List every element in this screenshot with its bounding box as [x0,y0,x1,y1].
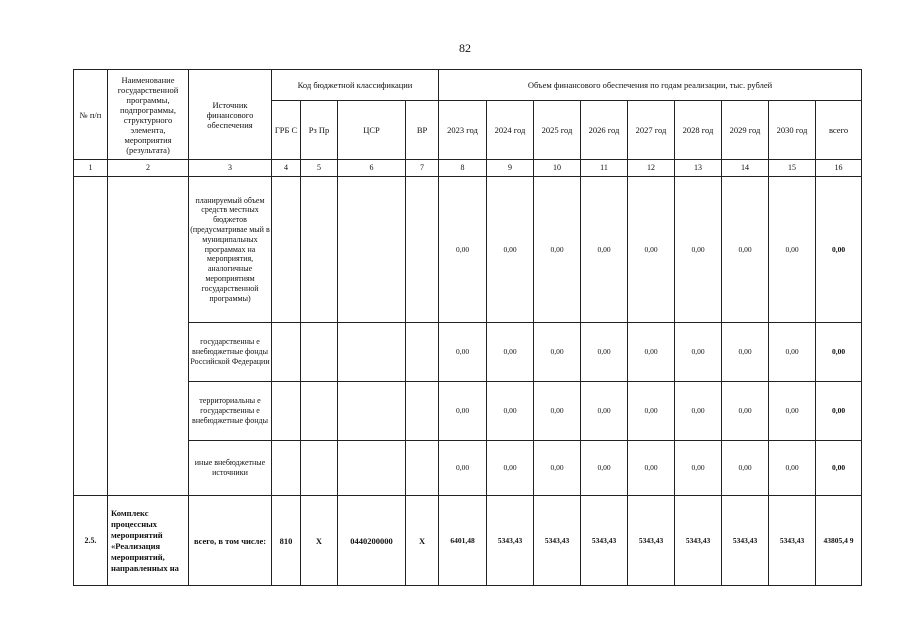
value-cell: 0,00 [722,177,769,323]
value-cell: 0,00 [581,323,628,382]
total-cell: 0,00 [816,323,862,382]
total-cell: 0,00 [816,177,862,323]
empty-cell [338,177,406,323]
value-cell: 0,00 [675,441,722,496]
header-year: 2027 год [628,101,675,160]
empty-cell [272,382,301,441]
column-number: 8 [439,160,487,177]
column-number: 16 [816,160,862,177]
header-year: 2030 год [769,101,816,160]
total-cell: 0,00 [816,382,862,441]
value-cell: 0,00 [534,323,581,382]
empty-cell [406,382,439,441]
empty-name-cell [108,177,189,496]
empty-cell [406,177,439,323]
value-cell: 0,00 [769,382,816,441]
value-cell: 0,00 [675,323,722,382]
value-cell: 0,00 [487,382,534,441]
column-number: 15 [769,160,816,177]
empty-cell [272,441,301,496]
value-cell: 5343,43 [628,496,675,586]
column-number: 13 [675,160,722,177]
value-cell: 0,00 [628,323,675,382]
table-row [74,323,862,382]
measure-name: Комплекс процессных мероприятий «Реализация мероприятий, направленных на [108,496,189,586]
complex-row [74,496,862,586]
empty-num-cell [74,177,108,496]
page-number: 82 [459,41,471,55]
value-cell: 0,00 [769,177,816,323]
column-number: 12 [628,160,675,177]
grbs-cell: 810 [272,496,301,586]
table-row [74,177,862,323]
header-year: 2028 год [675,101,722,160]
empty-cell [406,323,439,382]
column-number: 4 [272,160,301,177]
value-cell: 6401,48 [439,496,487,586]
value-cell: 0,00 [628,441,675,496]
value-cell: 0,00 [628,177,675,323]
vr-cell: Х [406,496,439,586]
source-cell: территориальны е государственны е внебюджетные фонды [189,382,272,441]
total-cell: 0,00 [816,441,862,496]
column-number: 14 [722,160,769,177]
value-cell: 0,00 [439,441,487,496]
value-cell: 0,00 [722,382,769,441]
column-number-row [74,160,862,177]
empty-cell [338,441,406,496]
header-csr: ЦСР [338,101,406,160]
empty-cell [301,323,338,382]
column-number: 1 [74,160,108,177]
empty-cell [301,382,338,441]
rzpr-cell: Х [301,496,338,586]
column-number: 11 [581,160,628,177]
value-cell: 0,00 [534,441,581,496]
header-col-num: № п/п [74,70,108,160]
header-volume: Объем финансового обеспечения по годам реализации, тыс. рублей [439,70,862,101]
source-cell: всего, в том числе: [189,496,272,586]
value-cell: 5343,43 [769,496,816,586]
header-year: 2025 год [534,101,581,160]
header-year: 2026 год [581,101,628,160]
value-cell: 0,00 [581,177,628,323]
empty-cell [338,382,406,441]
column-number: 3 [189,160,272,177]
header-year: 2029 год [722,101,769,160]
value-cell: 0,00 [439,177,487,323]
header-year: 2023 год [439,101,487,160]
header-year: 2024 год [487,101,534,160]
source-cell: планируемый объем средств местных бюджетов (предусматривае мый в муниципальных программах на мероприятия, аналогичные мероприятиям государственной программы) [189,177,272,323]
value-cell: 5343,43 [675,496,722,586]
value-cell: 0,00 [439,323,487,382]
value-cell: 5343,43 [722,496,769,586]
header-col-source: Источник финансового обеспечения [189,70,272,160]
row-number: 2.5. [74,496,108,586]
value-cell: 5343,43 [487,496,534,586]
column-number: 9 [487,160,534,177]
column-number: 10 [534,160,581,177]
table-row [74,441,862,496]
header-total: всего [816,101,862,160]
budget-table [73,69,862,586]
value-cell: 0,00 [439,382,487,441]
value-cell: 0,00 [675,177,722,323]
empty-cell [301,441,338,496]
empty-cell [272,323,301,382]
source-cell: государственны е внебюджетные фонды Российской Федерации [189,323,272,382]
header-col-name: Наименование государственной программы, подпрограммы, структурного элемента, мероприятия (результата) [108,70,189,160]
value-cell: 0,00 [722,441,769,496]
column-number: 6 [338,160,406,177]
total-cell: 43805,4 9 [816,496,862,586]
value-cell: 0,00 [675,382,722,441]
value-cell: 5343,43 [581,496,628,586]
value-cell: 0,00 [487,441,534,496]
empty-cell [272,177,301,323]
value-cell: 0,00 [534,382,581,441]
value-cell: 5343,43 [534,496,581,586]
value-cell: 0,00 [581,382,628,441]
value-cell: 0,00 [722,323,769,382]
value-cell: 0,00 [534,177,581,323]
value-cell: 0,00 [769,323,816,382]
header-vr: ВР [406,101,439,160]
value-cell: 0,00 [487,323,534,382]
header-budget-code: Код бюджетной классификации [272,70,439,101]
empty-cell [301,177,338,323]
empty-cell [338,323,406,382]
table-row [74,382,862,441]
value-cell: 0,00 [628,382,675,441]
value-cell: 0,00 [487,177,534,323]
value-cell: 0,00 [769,441,816,496]
header-grbs: ГРБ С [272,101,301,160]
csr-cell: 0440200000 [338,496,406,586]
value-cell: 0,00 [581,441,628,496]
empty-cell [406,441,439,496]
column-number: 7 [406,160,439,177]
column-number: 2 [108,160,189,177]
column-number: 5 [301,160,338,177]
source-cell: иные внебюджетные источники [189,441,272,496]
header-rzpr: Рз Пр [301,101,338,160]
